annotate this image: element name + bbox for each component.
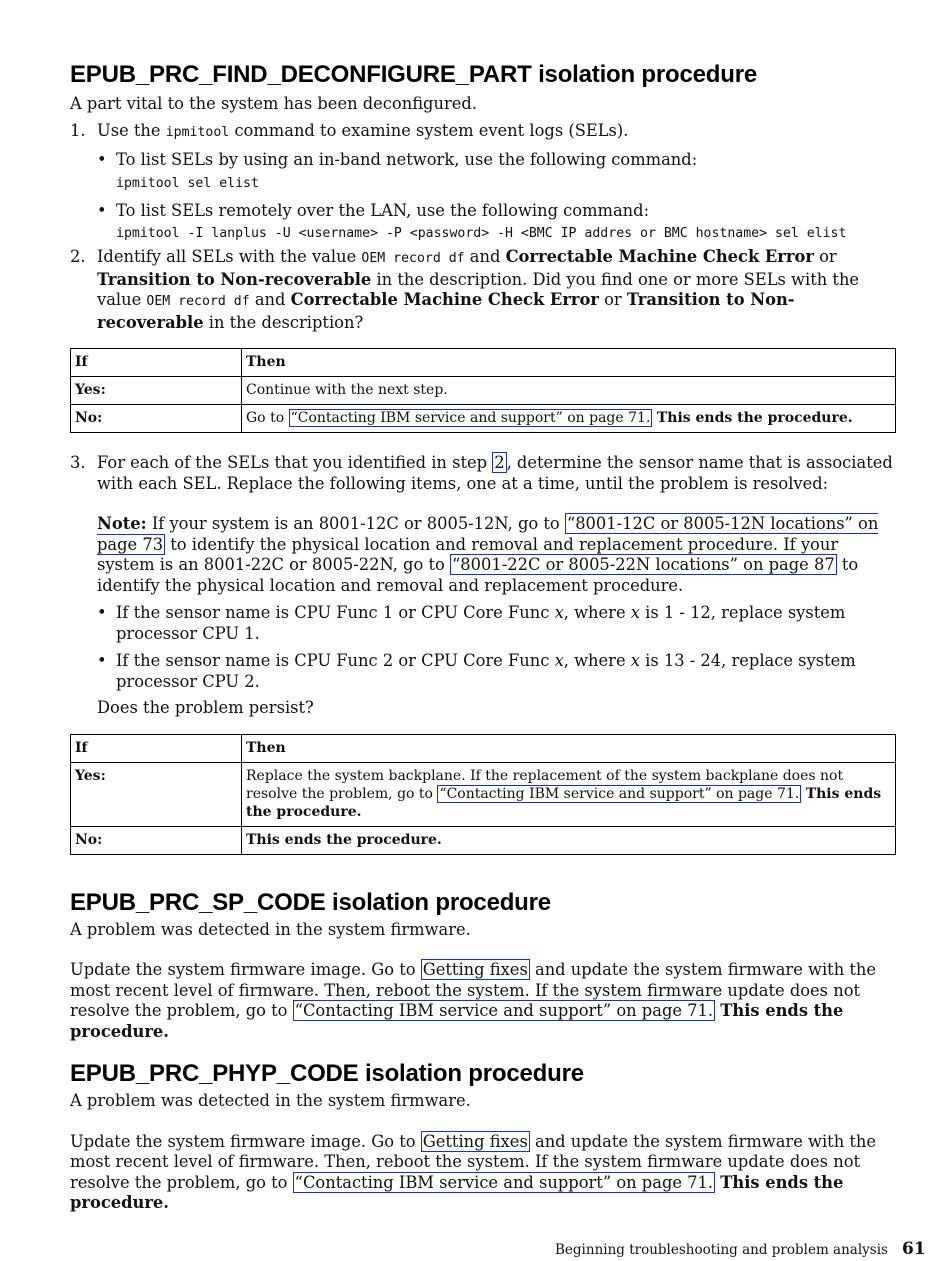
list-item-text: To list SELs remotely over the LAN, use the following command:	[116, 200, 650, 220]
list-item	[97, 201, 896, 245]
step-number: 3.	[70, 453, 86, 472]
step-2-text: Identify all SELs with the value OEM record df and Correctable Machine Check Error or Transition to Non-recoverable in the description. Did you find one or more SELs with the value OEM record df and Correctable Machine Check Error or Transition to Non-recoverable in the description?	[97, 247, 860, 332]
bullet-icon: •	[97, 150, 107, 169]
section-title-phyp-code: EPUB_PRC_PHYP_CODE isolation procedure	[70, 1060, 584, 1087]
if-then-table	[70, 734, 896, 855]
locations-22c-link[interactable]: “8001-22C or 8005-22N locations” on page 87	[451, 555, 835, 574]
table-cell-then: Replace the system backplane. If the replacement of the system backplane does not resolve the problem, go to “Contacting IBM service and support” on page 71. This ends the procedure.	[242, 762, 896, 826]
step-number: 1.	[70, 120, 86, 140]
list-item	[97, 150, 896, 194]
bullet-icon: •	[97, 603, 107, 622]
bullet-icon: •	[97, 200, 107, 220]
table-header-then: Then	[242, 734, 896, 762]
table-cell-then: Continue with the next step.	[242, 377, 896, 405]
contacting-ibm-link[interactable]: “Contacting IBM service and support” on page 71.	[294, 1172, 714, 1192]
contacting-ibm-link[interactable]: “Contacting IBM service and support” on page 71.	[290, 410, 651, 426]
list-item-text: If the sensor name is CPU Func 2 or CPU Core Func x, where x is 13 - 24, replace system processor CPU 2.	[116, 651, 856, 691]
list-item	[97, 651, 896, 692]
note-label: Note:	[97, 514, 147, 533]
section-intro: A problem was detected in the system firmware.	[70, 1091, 471, 1110]
getting-fixes-link[interactable]: Getting fixes	[422, 960, 528, 979]
list-item-text: If the sensor name is CPU Func 1 or CPU Core Func x, where x is 1 - 12, replace system processor CPU 1.	[116, 603, 846, 643]
step-2	[70, 247, 896, 333]
table-row	[71, 762, 896, 826]
footer-chapter-title: Beginning troubleshooting and problem analysis	[555, 1242, 888, 1258]
table-cell-if: No:	[71, 826, 242, 854]
table-header-if: If	[71, 734, 242, 762]
question-text: Does the problem persist?	[97, 698, 314, 717]
contacting-ibm-link[interactable]: “Contacting IBM service and support” on page 71.	[439, 785, 800, 802]
bullet-icon: •	[97, 651, 107, 670]
step-1-text: Use the ipmitool command to examine system event logs (SELs).	[97, 120, 629, 140]
step-3-text: For each of the SELs that you identified in step 2 , determine the sensor name that is associated with each SEL. Replace the following items, one at a time, until the problem is resolved:	[97, 453, 893, 493]
if-then-table	[70, 348, 896, 433]
contacting-ibm-link[interactable]: “Contacting IBM service and support” on page 71.	[294, 1001, 714, 1020]
command-line: ipmitool sel elist	[116, 175, 259, 191]
step-1	[70, 121, 896, 245]
section-body: Update the system firmware image. Go to Getting fixes and update the system firmware with the most recent level of firmware. Then, reboot the system. If the system firmware update does not resolve the problem, go to “Contacting IBM service and support” on page 71. This ends the procedure.	[70, 1131, 877, 1212]
table-row	[71, 826, 896, 854]
table-cell-if: Yes:	[71, 762, 242, 826]
table-cell-then: This ends the procedure.	[242, 826, 896, 854]
section-title-sp-code: EPUB_PRC_SP_CODE isolation procedure	[70, 888, 551, 916]
step-3	[70, 453, 896, 719]
table-cell-if: Yes:	[71, 377, 242, 405]
list-item	[97, 603, 896, 644]
section-body: Update the system firmware image. Go to Getting fixes and update the system firmware with the most recent level of firmware. Then, reboot the system. If the system firmware update does not resolve the problem, go to “Contacting IBM service and support” on page 71. This ends the procedure.	[70, 960, 877, 1041]
table-cell-if: No:	[71, 405, 242, 433]
getting-fixes-link[interactable]: Getting fixes	[422, 1131, 528, 1151]
table-header-row	[71, 734, 896, 762]
note-paragraph: Note: If your system is an 8001-12C or 8005-12N, go to “8001-12C or 8005-12N locations” on page 73 to identify the physical location and removal and replacement procedure. If your system is an 8001-22C or 8005-22N, go to “8001-22C or 8005-22N locations” on page 87 to identify the physical location and removal and replacement procedure.	[97, 514, 879, 595]
table-header-if: If	[71, 349, 242, 377]
command-line: ipmitool -I lanplus -U <username> -P <password> -H <BMC IP addres or BMC hostname> sel elist	[116, 226, 847, 241]
table-cell-then: Go to “Contacting IBM service and support” on page 71. This ends the procedure.	[242, 405, 896, 433]
section-intro: A part vital to the system has been deconfigured.	[70, 94, 477, 113]
table-row	[71, 405, 896, 433]
table-header-row	[71, 349, 896, 377]
step-2-link[interactable]: 2	[494, 453, 505, 472]
table-header-then: Then	[242, 349, 896, 377]
section-title-find-deconfigure: EPUB_PRC_FIND_DECONFIGURE_PART isolation procedure	[70, 61, 757, 88]
page-number: 61	[901, 1239, 926, 1259]
page-footer	[555, 1238, 926, 1261]
step-number: 2.	[70, 247, 86, 266]
locations-12c-link[interactable]: “8001-12C or 8005-12N locations” on page 73	[97, 514, 879, 554]
table-row	[71, 377, 896, 405]
section-intro: A problem was detected in the system firmware.	[70, 919, 471, 939]
page-content	[70, 60, 896, 1214]
inline-code: ipmitool	[165, 124, 230, 140]
list-item-text: To list SELs by using an in-band network, use the following command:	[116, 150, 698, 169]
